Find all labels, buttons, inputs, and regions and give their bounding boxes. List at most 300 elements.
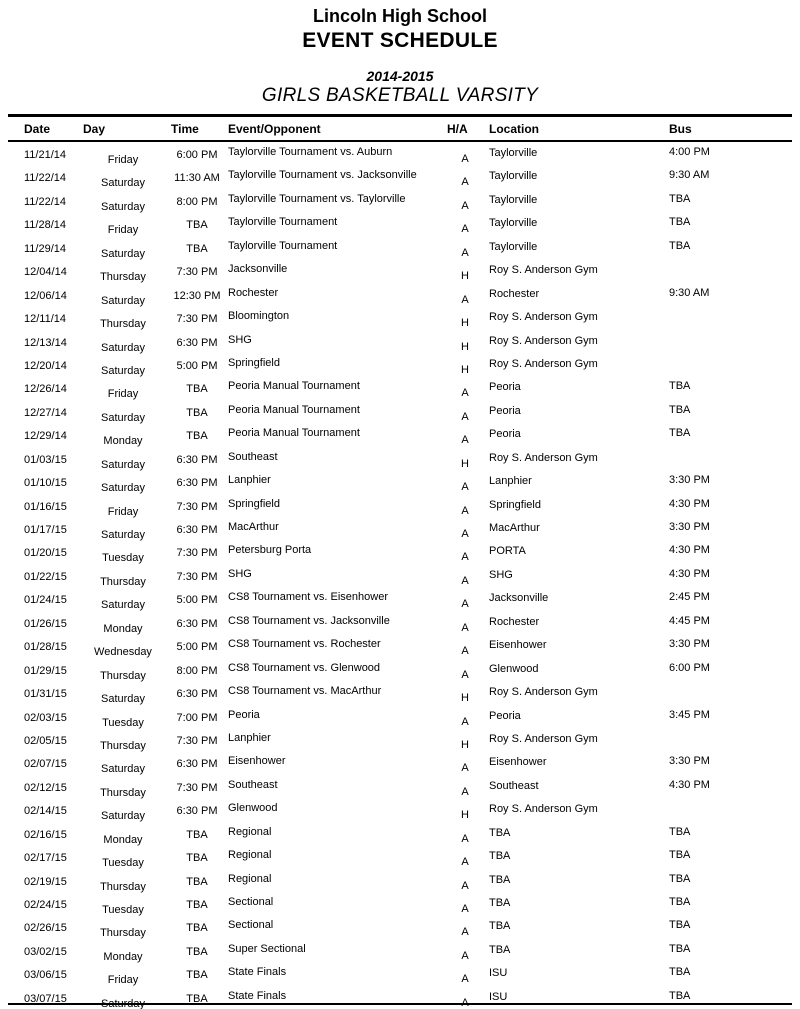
table-row	[0, 218, 800, 241]
cell-event: Peoria Manual Tournament	[228, 403, 360, 416]
cell-time: 6:30 PM	[176, 758, 218, 771]
cell-location: TBA	[489, 850, 511, 863]
cell-bus: TBA	[669, 192, 691, 205]
cell-bus: 3:45 PM	[669, 708, 710, 721]
cell-time: TBA	[186, 242, 208, 255]
cell-event: State Finals	[228, 989, 287, 1002]
cell-time: 8:00 PM	[176, 664, 218, 677]
table-row	[0, 265, 800, 288]
table-row	[0, 450, 800, 476]
cell-date: 12/29/14	[24, 430, 67, 443]
cell-ha: A	[461, 715, 469, 728]
cell-location: Roy S. Anderson Gym	[489, 334, 598, 347]
schedule-rows	[0, 142, 800, 1009]
cell-time: TBA	[186, 899, 208, 911]
cell-day: Friday	[107, 154, 139, 166]
cell-date: 12/20/14	[24, 359, 67, 372]
cell-day: Thursday	[100, 669, 146, 682]
cell-event: Super Sectional	[228, 942, 306, 955]
cell-location: ISU	[489, 990, 508, 1003]
table-row	[0, 497, 800, 523]
cell-location: TBA	[489, 920, 511, 933]
table-row	[0, 403, 800, 429]
cell-location: Taylorville	[489, 193, 538, 206]
cell-location: Taylorville	[489, 240, 538, 253]
cell-time: TBA	[186, 992, 208, 1005]
table-row	[0, 942, 800, 968]
cell-event: CS8 Tournament vs. Jacksonville	[228, 614, 390, 627]
cell-time: TBA	[186, 875, 208, 888]
cell-location: Jacksonville	[489, 592, 549, 605]
cell-location: Glenwood	[489, 662, 539, 675]
cell-event: Taylorville Tournament vs. Taylorville	[228, 192, 406, 205]
cell-bus: 6:00 PM	[669, 661, 710, 674]
cell-event: Rochester	[228, 286, 279, 299]
cell-event: Peoria Manual Tournament	[228, 380, 360, 393]
cell-ha: H	[461, 692, 469, 705]
table-row	[0, 825, 800, 851]
cell-bus: TBA	[669, 872, 691, 885]
cell-time: TBA	[186, 945, 208, 958]
cell-ha: A	[461, 785, 469, 798]
cell-event: Lanphier	[228, 731, 271, 744]
cell-day: Saturday	[100, 693, 146, 706]
cell-event: Regional	[228, 872, 272, 885]
cell-time: 6:30 PM	[176, 477, 218, 490]
cell-time: TBA	[186, 383, 208, 396]
cell-event: Jacksonville	[228, 263, 288, 276]
cell-day: Wednesday	[94, 646, 152, 659]
cell-day: Monday	[103, 950, 143, 963]
cell-ha: A	[461, 762, 469, 775]
cell-day: Saturday	[100, 458, 146, 471]
cell-event: Eisenhower	[228, 755, 286, 768]
cell-time: TBA	[186, 430, 208, 443]
cell-date: 01/16/15	[24, 500, 67, 513]
cell-location: Taylorville	[489, 170, 538, 183]
cell-day: Saturday	[100, 599, 146, 612]
table-row	[0, 804, 800, 827]
cell-bus: 4:00 PM	[669, 146, 710, 158]
cell-bus: TBA	[669, 239, 691, 252]
cell-ha: A	[461, 598, 469, 611]
cell-time: 5:00 PM	[176, 359, 218, 372]
cell-date: 01/24/15	[24, 594, 67, 607]
cell-location: Springfield	[489, 498, 541, 511]
header-cell-time: Time	[171, 122, 199, 136]
cell-date: 02/03/15	[24, 711, 67, 724]
cell-location: Roy S. Anderson Gym	[489, 803, 598, 816]
cell-date: 01/28/15	[24, 641, 67, 654]
cell-time: TBA	[186, 922, 208, 935]
cell-time: TBA	[186, 969, 208, 982]
cell-bus: TBA	[669, 403, 691, 416]
cell-ha: A	[461, 856, 469, 869]
cell-date: 11/29/14	[24, 242, 67, 255]
cell-event: Bloomington	[228, 310, 290, 323]
table-row	[0, 239, 800, 265]
cell-bus: 4:30 PM	[669, 778, 710, 791]
cell-date: 02/12/15	[24, 781, 67, 794]
cell-location: Taylorville	[489, 217, 538, 230]
cell-ha: A	[461, 223, 469, 236]
cell-time: TBA	[186, 406, 208, 419]
cell-location: Roy S. Anderson Gym	[489, 686, 598, 699]
cell-location: TBA	[489, 873, 511, 886]
cell-bus: TBA	[669, 825, 691, 838]
header-cell-bus: Bus	[669, 122, 692, 136]
cell-ha: A	[461, 293, 469, 306]
cell-time: 7:30 PM	[176, 500, 218, 513]
cell-day: Saturday	[100, 341, 146, 354]
cell-bus: 4:30 PM	[669, 497, 710, 510]
header-cell-location: Location	[489, 122, 539, 136]
cell-date: 03/02/15	[24, 945, 67, 958]
cell-day: Tuesday	[102, 857, 144, 870]
cell-location: Peoria	[489, 709, 521, 722]
table-row	[0, 148, 800, 171]
cell-event: Lanphier	[228, 474, 271, 487]
cell-day: Saturday	[100, 482, 146, 495]
cell-day: Saturday	[100, 997, 146, 1009]
table-row	[0, 567, 800, 593]
cell-time: 6:30 PM	[176, 617, 218, 630]
cell-time: 5:00 PM	[176, 594, 218, 607]
cell-event: Southeast	[228, 778, 278, 791]
cell-date: 12/06/14	[24, 289, 67, 302]
table-row	[0, 382, 800, 405]
cell-ha: A	[461, 410, 469, 423]
cell-event: Taylorville Tournament	[228, 216, 338, 229]
cell-bus: TBA	[669, 989, 691, 1002]
cell-date: 02/16/15	[24, 828, 67, 841]
cell-time: 6:30 PM	[176, 453, 218, 466]
cell-location: Roy S. Anderson Gym	[489, 264, 598, 277]
bottom-rule	[8, 1003, 792, 1005]
cell-ha: H	[461, 363, 469, 376]
cell-time: 7:30 PM	[176, 313, 218, 326]
cell-day: Thursday	[100, 575, 146, 588]
cell-time: 5:00 PM	[176, 641, 218, 654]
table-row	[0, 171, 800, 194]
cell-ha: A	[461, 504, 469, 517]
cell-ha: H	[461, 809, 469, 822]
cell-ha: A	[461, 926, 469, 939]
cell-ha: A	[461, 621, 469, 634]
cell-ha: A	[461, 481, 469, 494]
cell-event: Southeast	[228, 450, 278, 463]
cell-location: Peoria	[489, 428, 521, 441]
cell-date: 02/14/15	[24, 805, 67, 818]
cell-bus: TBA	[669, 966, 691, 979]
cell-date: 11/22/14	[24, 172, 67, 185]
cell-date: 12/13/14	[24, 336, 67, 349]
cell-ha: A	[461, 668, 469, 681]
table-row	[0, 312, 800, 335]
header-cell-ha: H/A	[447, 122, 468, 136]
page-title: EVENT SCHEDULE	[302, 29, 498, 52]
cell-event: Peoria Manual Tournament	[228, 427, 360, 440]
cell-bus: 4:45 PM	[669, 614, 710, 627]
cell-ha: A	[461, 832, 469, 845]
cell-event: Taylorville Tournament vs. Jacksonville	[228, 169, 417, 182]
cell-event: Springfield	[228, 356, 280, 369]
cell-date: 02/24/15	[24, 899, 67, 911]
cell-day: Tuesday	[102, 552, 144, 565]
header-cell-date: Date	[24, 122, 51, 136]
cell-ha: A	[461, 246, 469, 259]
cell-location: TBA	[489, 897, 511, 909]
cell-time: 6:00 PM	[176, 149, 218, 161]
cell-day: Saturday	[100, 200, 146, 213]
cell-day: Saturday	[100, 411, 146, 424]
cell-time: TBA	[186, 852, 208, 865]
cell-bus: TBA	[669, 427, 691, 440]
cell-bus: 3:30 PM	[669, 755, 710, 768]
cell-location: Eisenhower	[489, 756, 547, 769]
team-subtitle: GIRLS BASKETBALL VARSITY	[261, 85, 539, 106]
table-row	[0, 757, 800, 780]
cell-event: MacArthur	[228, 521, 279, 533]
cell-day: Saturday	[100, 294, 146, 307]
cell-event: Sectional	[228, 919, 274, 932]
table-row	[0, 333, 800, 359]
cell-ha: A	[461, 551, 469, 564]
table-row	[0, 356, 800, 382]
cell-bus: TBA	[669, 919, 691, 932]
cell-location: Peoria	[489, 381, 521, 394]
cell-ha: H	[461, 457, 469, 470]
cell-ha: H	[461, 738, 469, 751]
cell-date: 01/22/15	[24, 570, 67, 583]
cell-day: Tuesday	[102, 716, 144, 729]
cell-day: Friday	[107, 224, 139, 237]
cell-day: Friday	[107, 505, 139, 518]
cell-day: Saturday	[100, 763, 146, 776]
cell-bus: 9:30 AM	[669, 169, 710, 182]
cell-time: 7:30 PM	[176, 570, 218, 583]
cell-event: SHG	[228, 333, 252, 346]
cell-ha: A	[461, 176, 469, 189]
table-row	[0, 851, 800, 874]
cell-event: Springfield	[228, 497, 280, 510]
cell-time: 7:30 PM	[176, 734, 218, 747]
cell-ha: A	[461, 903, 469, 915]
cell-time: 6:30 PM	[176, 688, 218, 701]
cell-bus: TBA	[669, 849, 691, 862]
cell-event: CS8 Tournament vs. Rochester	[228, 638, 381, 651]
cell-day: Monday	[103, 622, 143, 635]
cell-ha: A	[461, 574, 469, 587]
cell-date: 11/21/14	[24, 149, 67, 161]
table-row	[0, 546, 800, 569]
cell-location: TBA	[489, 943, 511, 956]
cell-day: Saturday	[100, 810, 146, 823]
cell-location: Roy S. Anderson Gym	[489, 451, 598, 464]
cell-day: Friday	[107, 388, 139, 401]
cell-bus: TBA	[669, 942, 691, 955]
cell-date: 01/20/15	[24, 547, 67, 560]
cell-location: Rochester	[489, 615, 540, 628]
cell-ha: H	[461, 270, 469, 283]
school-name: Lincoln High School	[313, 6, 487, 26]
cell-date: 01/03/15	[24, 453, 67, 466]
cell-day: Saturday	[100, 247, 146, 260]
cell-event: Glenwood	[228, 802, 278, 815]
cell-day: Friday	[107, 974, 139, 987]
cell-date: 01/17/15	[24, 524, 67, 536]
cell-event: Peoria	[228, 708, 260, 721]
cell-day: Thursday	[100, 271, 146, 284]
cell-bus: 3:30 PM	[669, 474, 710, 487]
cell-location: Taylorville	[489, 147, 538, 159]
cell-date: 01/31/15	[24, 688, 67, 701]
cell-event: SHG	[228, 567, 252, 580]
cell-date: 02/07/15	[24, 758, 67, 771]
cell-time: 7:00 PM	[176, 711, 218, 724]
cell-location: Roy S. Anderson Gym	[489, 357, 598, 370]
cell-day: Thursday	[100, 786, 146, 799]
cell-time: 11:30 AM	[174, 172, 220, 185]
table-row	[0, 640, 800, 663]
cell-day: Thursday	[100, 318, 146, 331]
cell-ha: A	[461, 387, 469, 400]
cell-day: Thursday	[100, 880, 146, 893]
cell-location: PORTA	[489, 545, 526, 558]
table-row	[0, 192, 800, 218]
cell-time: 7:30 PM	[176, 547, 218, 560]
cell-location: Southeast	[489, 779, 539, 792]
cell-location: SHG	[489, 568, 513, 581]
cell-location: TBA	[489, 826, 511, 839]
cell-date: 03/07/15	[24, 992, 67, 1005]
cell-bus: 4:30 PM	[669, 567, 710, 580]
cell-day: Saturday	[100, 529, 146, 541]
table-row	[0, 872, 800, 898]
cell-location: Lanphier	[489, 475, 532, 488]
table-row	[0, 614, 800, 640]
cell-date: 02/05/15	[24, 734, 67, 747]
cell-day: Thursday	[100, 927, 146, 940]
table-row	[0, 921, 800, 944]
cell-ha: A	[461, 153, 469, 165]
cell-location: Eisenhower	[489, 639, 547, 652]
cell-bus: TBA	[669, 896, 691, 908]
table-row	[0, 429, 800, 452]
table-row	[0, 989, 800, 1009]
cell-day: Thursday	[100, 739, 146, 752]
cell-time: 7:30 PM	[176, 266, 218, 279]
cell-date: 12/27/14	[24, 406, 67, 419]
cell-date: 01/29/15	[24, 664, 67, 677]
cell-bus: 9:30 AM	[669, 286, 710, 299]
cell-event: CS8 Tournament vs. MacArthur	[228, 685, 382, 698]
table-row	[0, 593, 800, 616]
cell-date: 02/26/15	[24, 922, 67, 935]
cell-time: 8:00 PM	[176, 195, 218, 208]
cell-event: Regional	[228, 849, 272, 862]
cell-ha: A	[461, 973, 469, 986]
cell-day: Saturday	[100, 177, 146, 190]
cell-ha: A	[461, 879, 469, 892]
cell-time: TBA	[186, 828, 208, 841]
cell-location: Roy S. Anderson Gym	[489, 311, 598, 324]
cell-date: 02/19/15	[24, 875, 67, 888]
cell-date: 11/22/14	[24, 195, 67, 208]
cell-bus: TBA	[669, 216, 691, 229]
table-header-row	[0, 117, 800, 140]
cell-bus: 4:30 PM	[669, 544, 710, 557]
cell-location: Roy S. Anderson Gym	[489, 732, 598, 745]
title-block	[0, 0, 800, 107]
cell-day: Monday	[103, 435, 143, 448]
cell-event: State Finals	[228, 966, 287, 979]
cell-time: 7:30 PM	[176, 781, 218, 794]
table-row	[0, 687, 800, 710]
cell-event: Petersburg Porta	[228, 544, 312, 557]
header-cell-event: Event/Opponent	[228, 122, 321, 136]
cell-event: CS8 Tournament vs. Glenwood	[228, 661, 381, 674]
cell-event: Sectional	[228, 896, 274, 908]
cell-bus: 2:45 PM	[669, 591, 710, 604]
cell-ha: A	[461, 434, 469, 447]
cell-bus: 3:30 PM	[669, 521, 710, 533]
cell-date: 12/04/14	[24, 266, 67, 279]
cell-location: Rochester	[489, 287, 540, 300]
cell-day: Saturday	[100, 364, 146, 377]
cell-ha: A	[461, 996, 469, 1009]
table-row	[0, 898, 800, 921]
cell-ha: A	[461, 528, 469, 540]
cell-location: MacArthur	[489, 522, 540, 534]
cell-date: 01/26/15	[24, 617, 67, 630]
table-row	[0, 476, 800, 499]
cell-date: 01/10/15	[24, 477, 67, 490]
table-row	[0, 523, 800, 546]
cell-bus: 3:30 PM	[669, 638, 710, 651]
header-cell-day: Day	[83, 122, 106, 136]
cell-ha: H	[461, 340, 469, 353]
cell-ha: H	[461, 317, 469, 330]
table-row	[0, 661, 800, 687]
cell-event: Regional	[228, 825, 272, 838]
season-label: 2014-2015	[366, 68, 434, 84]
table-row	[0, 968, 800, 991]
cell-date: 02/17/15	[24, 852, 67, 865]
cell-ha: A	[461, 949, 469, 962]
cell-time: 6:30 PM	[176, 524, 218, 536]
cell-day: Monday	[103, 833, 143, 846]
table-row	[0, 778, 800, 804]
cell-date: 12/11/14	[24, 313, 67, 326]
table-row	[0, 731, 800, 757]
cell-time: 12:30 PM	[173, 289, 221, 302]
cell-date: 12/26/14	[24, 383, 67, 396]
cell-time: 6:30 PM	[176, 336, 218, 349]
cell-ha: A	[461, 645, 469, 658]
table-row	[0, 708, 800, 734]
cell-bus: TBA	[669, 380, 691, 393]
cell-ha: A	[461, 199, 469, 212]
cell-time: 6:30 PM	[176, 805, 218, 818]
cell-date: 03/06/15	[24, 969, 67, 982]
cell-day: Tuesday	[102, 904, 144, 916]
cell-location: Peoria	[489, 404, 521, 417]
cell-event: Taylorville Tournament vs. Auburn	[228, 146, 393, 158]
cell-date: 11/28/14	[24, 219, 67, 232]
cell-time: TBA	[186, 219, 208, 232]
table-row	[0, 286, 800, 312]
